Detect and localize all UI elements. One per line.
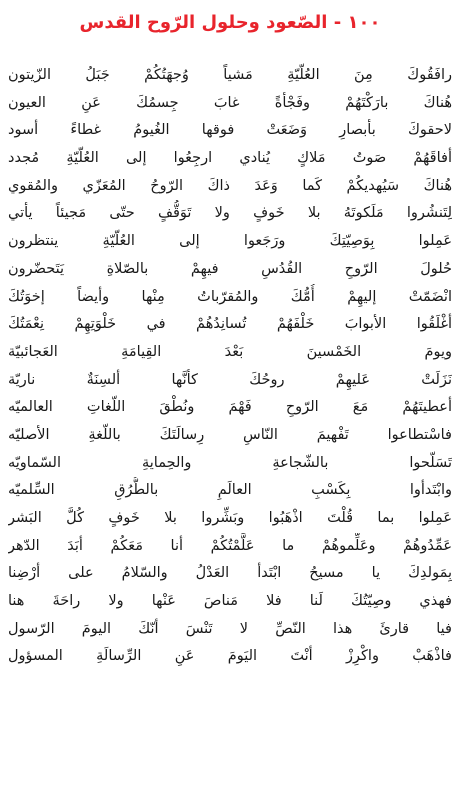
poem-line: هُناكَ سَيُهديكُمْ كَما وَعَدَ ذاكَ الرّوحُ المُعَزّي والمُقوي xyxy=(8,177,452,194)
poem-line: لِتَنشُروا مَلَكوتَهُ بلا خَوفٍ ولا تَوَقُّفٍ حتّى مَجيئاً يأتي xyxy=(8,205,452,222)
poem-line: انْضَمّتْ إليهِمْ أُمُّكَ والمُقرّباتُ مِنْها وأيضاً إخوَتُكَ xyxy=(8,288,452,305)
title-number: ١٠٠ xyxy=(347,12,381,33)
title-dash: - xyxy=(333,12,342,33)
poem-line: فيا قارئَ هذا النّصِّ لا تَنْسَ أنّكَ اليومَ الرّسول xyxy=(8,620,452,637)
poem-line: فاذْهَبْ واكْرِزْ أنْتَ اليَومَ عَنِ الرِّسالَةِ المسؤول xyxy=(8,648,452,665)
poem-line: لاحقوكَ بأبصارِ وَضَعَتْ فوقها الغُيومُ غطاءً أسود xyxy=(8,122,452,139)
poem-line: فهذي وصِيّتُكَ لَنا فلا مَناصَ عَنْها ولا راحَةَ هنا xyxy=(8,593,452,610)
poem-line: أعطيتَهُمْ مَعَ الرّوحِ فَهْمَ ونُطْقَ اللّغاتِ العالميّه xyxy=(8,399,452,416)
poem-line: أغْلَقُوا الأبوابَ خَلْفَهُمْ تُسانِدُهُمْ في خَلْوَتِهِمْ نِعْمَتُكَ xyxy=(8,316,452,333)
poem-line: حُلولَ الرّوحِ القُدُسِ فيهِمْ بالصّلاةِ يَتَحضّرون xyxy=(8,260,452,277)
poem-body xyxy=(8,62,452,671)
poem-line: بِمَولدِكَ يا مسيحُ ابْتَدأ العَدْلُ والسّلامُ على أرْضِنا xyxy=(8,565,452,582)
poem-line: تَسَلّحوا بالشّجاعةِ والحِمايةِ السّماويّه xyxy=(8,454,452,471)
title-text: الصّعود وحلول الرّوح القدس xyxy=(79,12,328,33)
poem-line: عَمِلوا بما قُلْتَ اذْهَبُوا وبَشِّروا بلا خَوفٍ كُلَّ البَشر xyxy=(8,510,452,526)
poem-line: عَمِّدُوهُمْ وعَلِّموهُمْ ما عَلَّمْتُكُمْ أنا مَعَكُمْ أبَدَ الدّهر xyxy=(8,537,452,554)
poem-line: عَمِلوا بِوَصِيّتِكَ ورَجَعوا إلى العُلّيّةِ ينتظرون xyxy=(8,233,452,250)
poem-line: رافَقُوكَ مِنَ العُلّيّةِ مَشياً وُجهَتُكُمْ جَبَلُ الزّيتون xyxy=(8,67,452,83)
poem-line: ويومَ الخَمْسينَ بَعْدَ القِيامَةِ العَجائبيّة xyxy=(8,343,452,360)
poem-line: وابْتَدأوا بِكَسْبِ العالَمِ بالطُّرُقِ السِّلميّه xyxy=(8,482,452,499)
poem-line: نَزَلَتْ عَليهِمْ روحُكَ كأنَّها ألسِنَةٌ ناريّة xyxy=(8,371,452,388)
poem-line: أفاقَهُمْ صَوتُ مَلاكٍ يُنادي ارجِعُوا إلى العُلّيّةِ مُجدد xyxy=(8,150,452,167)
poem-line: فاسْتطاعوا تَفْهيمَ النّاسِ رِسالَتَكَ باللّغةِ الأصليّه xyxy=(8,426,452,443)
page-title xyxy=(0,10,460,36)
poem-line: هُناكَ بارَكْتَهُمْ وفَجْأةً غابَ جِسمُكَ عَنِ العيون xyxy=(8,94,452,111)
